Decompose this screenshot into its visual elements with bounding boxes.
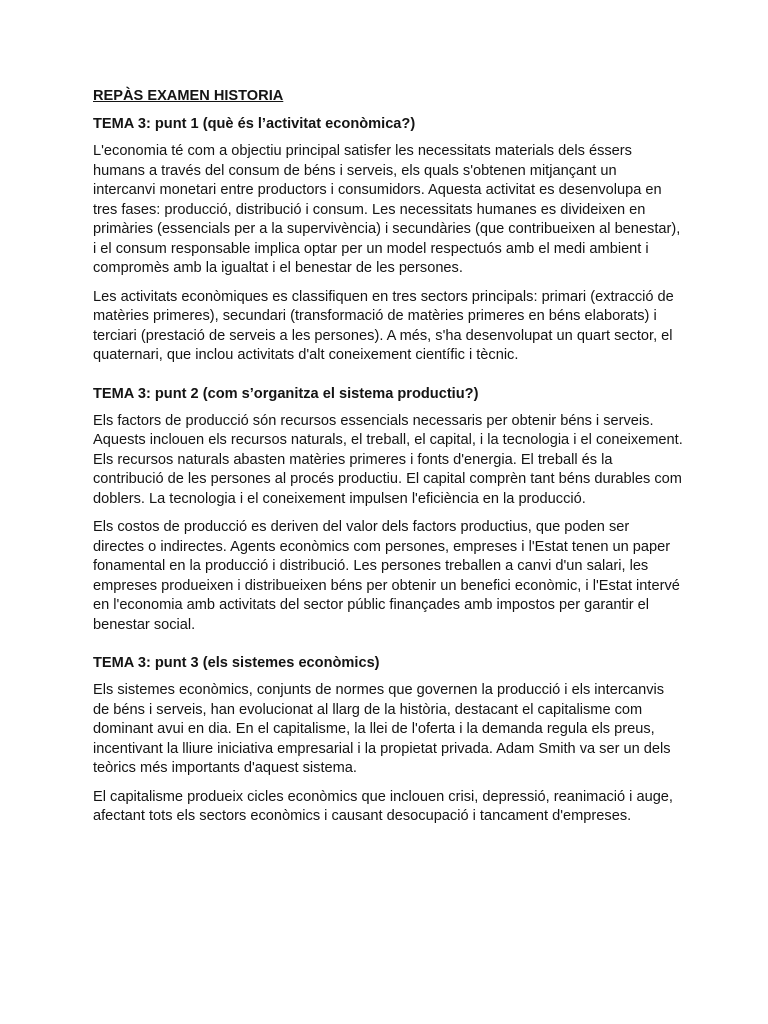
- section-heading: TEMA 3: punt 1 (què és l’activitat econòmica?): [93, 116, 416, 132]
- paragraph: Les activitats econòmiques es classifiquen en tres sectors principals: primari (extracció de matèries primeres), secundari (transformació de matèries primeres en béns elaborats) i terciari (prestació de serveis a les persones). A més, s'ha desenvolupat un quart sector, el quaternari, que inclou activitats d'alt coneixement científic i tècnic.: [93, 288, 674, 363]
- section-heading: TEMA 3: punt 2 (com s’organitza el sistema productiu?): [93, 385, 479, 402]
- paragraph: Els factors de producció són recursos essencials necessaris per obtenir béns i serveis. Aquests inclouen els recursos naturals, el treball, el capital, i la tecnologia i el coneixement. Els recursos naturals abasten matèries primeres i fonts d'energia. El treball és la contribució de les persones al procés productiu. El capital comprèn tant béns durables com doblers. La tecnologia i el coneixement impulsen l'eficiència en la producció.: [93, 412, 683, 507]
- section-tema3-punt2: [93, 384, 683, 636]
- document-title: REPÀS EXAMEN HISTORIA: [93, 88, 284, 104]
- paragraph: L'economia té com a objectiu principal satisfer les necessitats materials dels éssers humans a través del consum de béns i serveis, els quals s'obtenen mitjançant un intercanvi monetari entre productors i consumidors. Aquesta activitat es desenvolupa en tres fases: producció, distribució i consum. Les necessitats humanes es divideixen en primàries (essencials per a la supervivència) i secundàries (que contribueixen al benestar), i el consum responsable implica optar per un model respectuós amb el medi ambient i compromès amb la igualtat i el benestar de les persones.: [93, 143, 681, 276]
- section-tema3-punt3: [93, 653, 683, 827]
- paragraph: El capitalisme produeix cicles econòmics que inclouen crisi, depressió, reanimació i auge, afectant tots els sectors econòmics i causant desocupació i tancament d'empreses.: [93, 788, 673, 824]
- document-body: [93, 86, 683, 836]
- section-tema3-punt1: [93, 114, 683, 366]
- section-heading: TEMA 3: punt 3 (els sistemes econòmics): [93, 655, 380, 671]
- paragraph: Els costos de producció es deriven del valor dels factors productius, que poden ser directes o indirectes. Agents econòmics com persones, empreses i l'Estat tenen un paper fonamental en la producció i distribució. Les persones treballen a canvi d'un salari, les empreses produeixen i distribueixen béns per obtenir un benefici econòmic, i l'Estat intervé en l'economia amb activitats del sector públic finançades amb impostos per garantir el benestar social.: [93, 519, 680, 633]
- paragraph: Els sistemes econòmics, conjunts de normes que governen la producció i els intercanvis de béns i serveis, han evolucionat al llarg de la història, destacant el capitalisme com dominant avui en dia. En el capitalisme, la llei de l'oferta i la demanda regula els preus, incentivant la lliure iniciativa empresarial i la propietat privada. Adam Smith va ser un dels teòrics més importants d'aquest sistema.: [93, 682, 671, 776]
